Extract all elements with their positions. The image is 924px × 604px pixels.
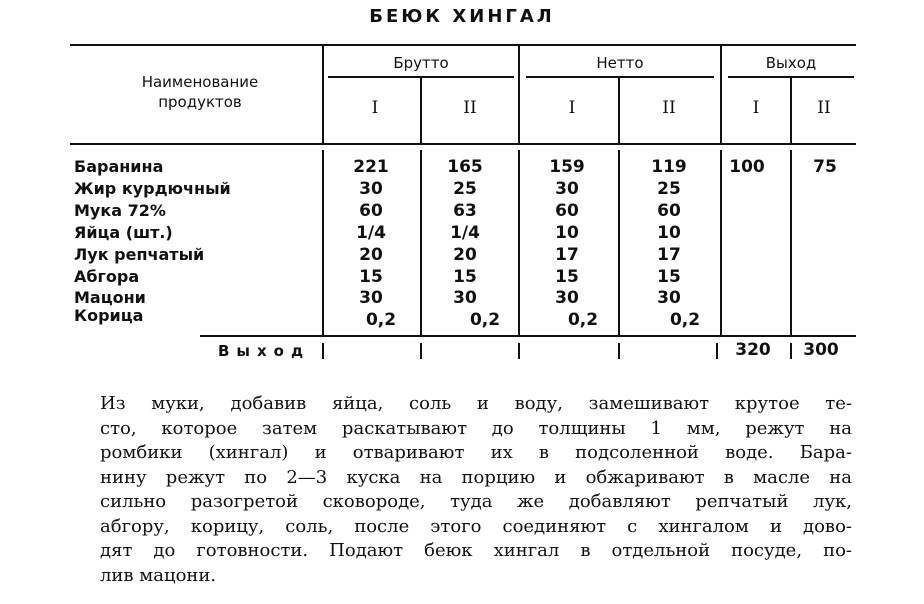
text-line: ромбики (хингал) и отваривают их в подсоленной воде. Бара- [100,442,852,463]
col-divider-5 [720,44,722,143]
brutto-2-value: 30 [453,288,477,308]
product-name-header [100,72,300,112]
product-name: Яйца (шт.) [74,223,173,242]
yield-divider-2 [420,343,422,359]
netto-2-value: 30 [657,288,681,308]
body-divider-3 [518,150,520,335]
col-divider-3 [518,44,520,143]
product-name: Абгора [74,267,140,286]
header-line-2: продуктов [158,93,242,111]
body-divider-6 [790,150,792,335]
brutto-2-value: 1/4 [450,223,480,243]
recipe-title: БЕЮК ХИНГАЛ [369,6,555,27]
text-line: абгору, корицу, соль, после этого соединяют с хингалом и дово- [100,515,852,537]
brutto-2-value: 25 [453,179,477,199]
brutto-1-value: 221 [353,157,389,177]
netto-1-value: 10 [555,223,579,243]
text-line: лив мацони. [100,564,217,586]
yield-row-label: Выход [218,342,311,360]
header-line-1: Наименование [141,73,259,91]
brutto-1-value: 0,2 [365,310,397,330]
text-line: Из муки, добавив яйца, соль и воду, замешивают крутое те- [100,393,852,414]
vyhod-sub-2: II [817,98,831,118]
text-line: сто, которое затем раскатывают до толщины 1 мм, режут на [100,417,852,439]
yield-total-2: 300 [803,340,839,360]
brutto-1-value: 15 [359,267,383,287]
group-rule-netto [526,76,714,78]
col-divider-1 [322,44,324,143]
text-line: нину режут по 2—3 куска на порцию и обжаривают в масле на [100,466,852,488]
vyhod-header: Выход [765,54,817,72]
netto-1-value: 30 [555,288,579,308]
body-divider-1 [322,150,324,335]
netto-1-value: 60 [555,201,579,221]
brutto-2-value: 165 [447,157,483,177]
netto-sub-1: I [568,98,576,118]
netto-2-value: 17 [657,245,681,265]
text-line: дят до готовности. Подают беюк хингал в отдельной посуде, по- [100,540,852,561]
yield-divider-1 [322,343,324,359]
product-name: Баранина [74,157,164,176]
vyhod-2-value: 75 [813,157,837,177]
netto-2-value: 10 [657,223,681,243]
brutto-1-value: 60 [359,201,383,221]
netto-2-value: 15 [657,267,681,287]
table-header-rule [70,143,856,145]
netto-header: Нетто [596,54,644,72]
body-divider-2 [420,150,422,335]
product-name: Жир курдючный [74,179,231,198]
yield-rule [200,335,856,337]
netto-sub-2: II [662,98,676,118]
brutto-header: Брутто [393,54,449,72]
product-name: Лук репчатый [74,245,205,264]
brutto-2-value: 0,2 [469,310,501,330]
netto-1-value: 17 [555,245,579,265]
brutto-2-value: 63 [453,201,477,221]
vyhod-sub-1: I [752,98,760,118]
netto-2-value: 25 [657,179,681,199]
brutto-1-value: 30 [359,288,383,308]
netto-1-value: 159 [549,157,585,177]
netto-2-value: 60 [657,201,681,221]
netto-1-value: 30 [555,179,579,199]
netto-2-value: 119 [651,157,687,177]
product-name: Мука 72% [74,201,166,220]
yield-divider-3 [518,343,520,359]
brutto-1-value: 20 [359,245,383,265]
body-divider-5 [720,150,722,335]
netto-2-value: 0,2 [669,310,701,330]
brutto-sub-1: I [371,98,379,118]
yield-divider-4 [618,343,620,359]
vyhod-1-value: 100 [729,157,765,177]
text-line: сильно разогретой сковороде, туда же добавляют репчатый лук, [100,491,852,512]
brutto-2-value: 15 [453,267,477,287]
table-top-rule [70,44,856,46]
product-name: Мацони [74,288,146,307]
body-divider-4 [618,150,620,335]
recipe-instructions [100,392,852,588]
yield-total-1: 320 [735,340,771,360]
brutto-2-value: 20 [453,245,477,265]
brutto-1-value: 1/4 [356,223,386,243]
brutto-1-value: 30 [359,179,383,199]
product-name: Корица [74,306,144,325]
brutto-sub-2: II [463,98,477,118]
netto-1-value: 0,2 [567,310,599,330]
netto-1-value: 15 [555,267,579,287]
